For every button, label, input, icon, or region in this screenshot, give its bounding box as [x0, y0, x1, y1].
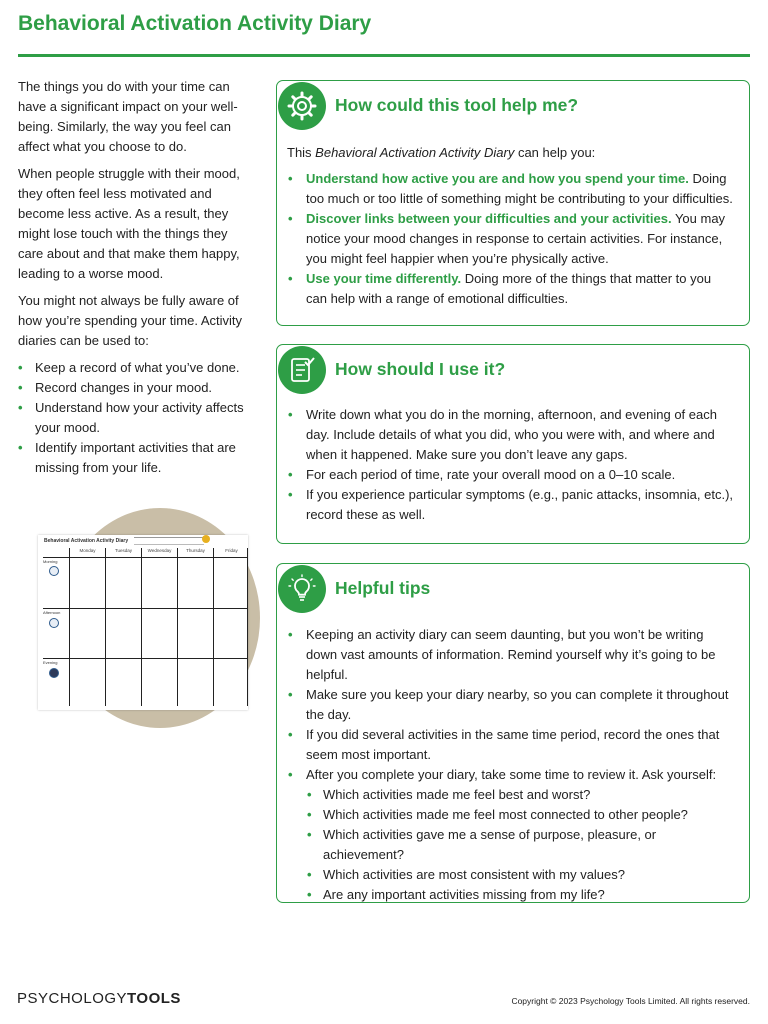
tool-help-intro: [287, 143, 735, 163]
item-text: Doing more of the things that matter to you can help with a range of emotional difficulties.: [306, 271, 712, 306]
grid-line: [213, 548, 214, 706]
grid-line: [69, 548, 70, 706]
how-to-use-list: [287, 405, 735, 525]
tool-help-item: [287, 169, 735, 209]
intro-paragraph-3: You might not always be fully aware of how you’re spending your time. Activity diaries can be used to:: [18, 293, 242, 348]
item-highlight: Use your time differently.: [306, 271, 462, 286]
helpful-tip-item: • Keeping an activity diary can seem daunting, but you won’t be writing down vast amounts of information. Remind yourself why it’s going to be helpful.: [287, 625, 735, 685]
helpful-tips-title: Helpful tips: [335, 578, 431, 598]
helpful-tips-list: [287, 625, 735, 905]
review-question: • Which activities are most consistent with my values?: [306, 865, 735, 885]
intro-text: can help you:: [514, 145, 596, 160]
worksheet-thumbnail: [38, 508, 250, 730]
intro-bullet-list: [18, 358, 248, 478]
page-title: Behavioral Activation Activity Diary: [18, 12, 372, 35]
tool-help-title: How could this tool help me?: [335, 95, 579, 115]
intro-bullet: • Keep a record of what you’ve done.: [18, 358, 248, 378]
morning-icon: [49, 566, 59, 576]
intro-bullet: • Identify important activities that are missing from your life.: [18, 438, 248, 478]
thumbnail-period: Morning: [43, 559, 58, 564]
intro-text: This: [287, 145, 316, 160]
lightbulb-icon: [278, 565, 326, 613]
thumbnail-day: Monday: [69, 548, 105, 557]
intro-paragraph-1: The things you do with your time can have a significant impact on your well-being. Similarly, the way you feel can affect what you choose to do.: [18, 79, 238, 154]
grid-line: [43, 557, 248, 558]
item-text: You may notice your mood changes in response to certain activities. For instance, you might feel happier when you’re physically active.: [306, 211, 726, 266]
how-to-use-body: [287, 405, 735, 525]
thumbnail-period: Afternoon: [43, 610, 61, 615]
grid-line: [141, 548, 142, 706]
checklist-icon: [278, 346, 326, 394]
psychology-tools-logo: [17, 990, 181, 1007]
thumbnail-day: Friday: [213, 548, 249, 557]
logo-text-bold: TOOLS: [127, 990, 181, 1007]
thumbnail-note-lines: [134, 537, 204, 545]
helpful-tip-item: • If you did several activities in the same time period, record the ones that seem most important.: [287, 725, 735, 765]
review-question: • Are any important activities missing from my life?: [306, 885, 735, 905]
helpful-tip-text: After you complete your diary, take some time to review it. Ask yourself:: [306, 767, 717, 782]
helpful-tip-item: [287, 765, 735, 905]
gear-icon: [278, 82, 326, 130]
helpful-tips-body: [287, 625, 735, 905]
grid-line: [105, 548, 106, 706]
intro-bullet: • Understand how your activity affects your mood.: [18, 398, 248, 438]
tool-help-list: [287, 169, 735, 309]
logo-text-light: PSYCHOLOGY: [17, 990, 128, 1007]
grid-line: [43, 608, 248, 609]
thumbnail-day: Wednesday: [141, 548, 177, 557]
thumbnail-period: Evening: [43, 660, 58, 665]
how-to-use-item: • If you experience particular symptoms (e.g., panic attacks, insomnia, etc.), record these as well.: [287, 485, 735, 525]
how-to-use-item: • For each period of time, rate your overall mood on a 0–10 scale.: [287, 465, 735, 485]
thumbnail-grid: [43, 548, 248, 706]
intro-column: [18, 77, 248, 478]
grid-line: [177, 548, 178, 706]
thumbnail-logo-icon: [202, 535, 210, 543]
intro-emphasis: Behavioral Activation Activity Diary: [315, 145, 515, 160]
intro-bullet: • Record changes in your mood.: [18, 378, 248, 398]
title-divider: [18, 54, 750, 57]
how-to-use-item: • Write down what you do in the morning, afternoon, and evening of each day. Include details of what you did, who you were with, and where and when it happened. Make sure you don’t leave any gaps.: [287, 405, 735, 465]
grid-line: [43, 658, 248, 659]
tool-help-item: [287, 209, 735, 269]
thumbnail-day-headers: [69, 548, 249, 557]
helpful-tips-box: [276, 563, 750, 903]
thumbnail-day: Tuesday: [105, 548, 141, 557]
evening-icon: [49, 668, 59, 678]
tool-help-body: [287, 143, 735, 309]
tool-help-box: [276, 80, 750, 326]
copyright-notice: Copyright © 2023 Psychology Tools Limited. All rights reserved.: [511, 996, 750, 1006]
review-question: • Which activities gave me a sense of purpose, pleasure, or achievement?: [306, 825, 735, 865]
review-question: • Which activities made me feel best and worst?: [306, 785, 735, 805]
item-highlight: Discover links between your difficulties and your activities.: [306, 211, 672, 226]
how-to-use-title: How should I use it?: [335, 359, 506, 379]
helpful-tip-item: • Make sure you keep your diary nearby, so you can complete it throughout the day.: [287, 685, 735, 725]
review-question: • Which activities made me feel most connected to other people?: [306, 805, 735, 825]
tool-help-item: [287, 269, 735, 309]
how-to-use-box: [276, 344, 750, 544]
thumbnail-sheet: [38, 535, 248, 710]
intro-paragraph-2: When people struggle with their mood, they often feel less motivated and become less active. As a result, they might lose touch with the things they care about and that make them happy, leading to a worse mood.: [18, 166, 240, 281]
review-questions-list: [306, 785, 735, 905]
thumbnail-title: Behavioral Activation Activity Diary: [44, 538, 129, 544]
item-highlight: Understand how active you are and how you spend your time.: [306, 171, 689, 186]
item-text: Doing too much or too little of something might be contributing to your difficulties.: [306, 171, 733, 206]
afternoon-icon: [49, 618, 59, 628]
thumbnail-day: Thursday: [177, 548, 213, 557]
grid-line: [247, 548, 248, 706]
